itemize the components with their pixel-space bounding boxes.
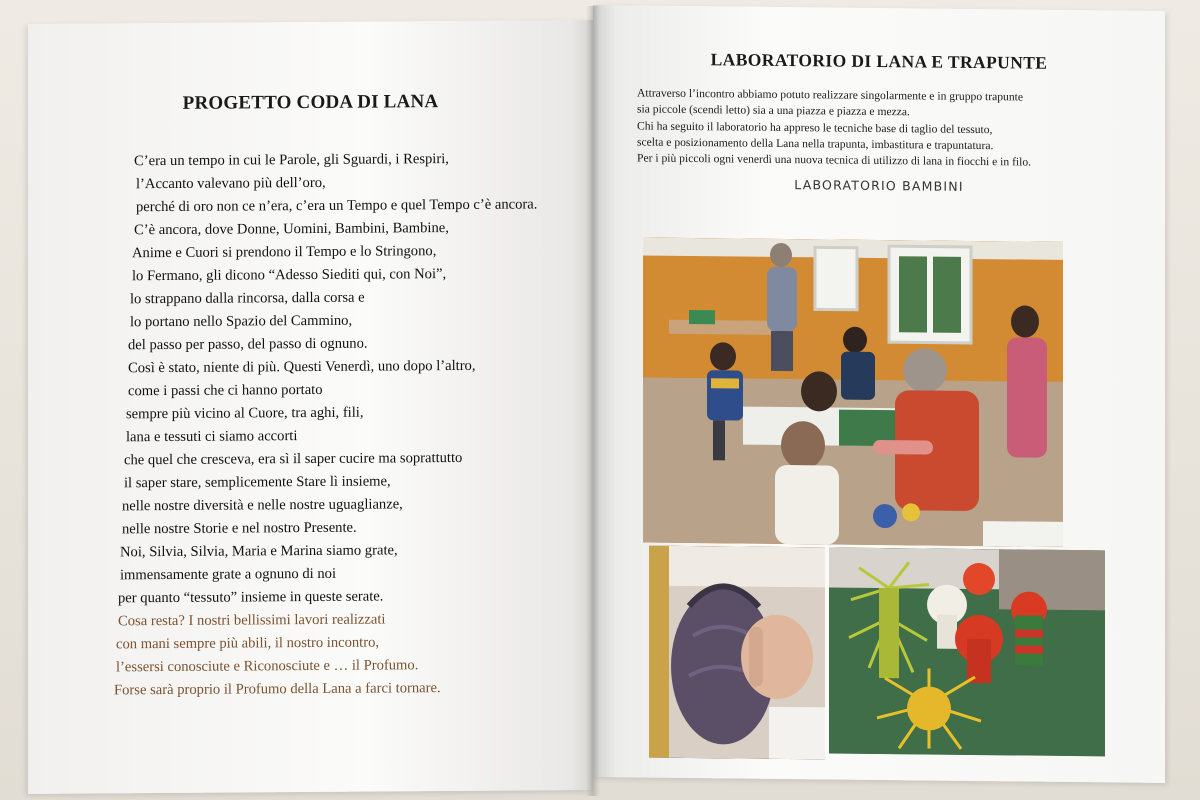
pompom-photo (829, 547, 1105, 756)
intro-line: Per i più piccoli ogni venerdì una nuova tecnica di utilizzo di lana in fiocchi e in filo. (637, 151, 1032, 169)
left-page-title: PROGETTO CODA DI LANA (182, 91, 439, 114)
poem-line: lo Fermano, gli dicono “Adesso Siediti qui, con Noi”, (132, 266, 447, 285)
poem-line: Anime e Cuori si prendono il Tempo e lo Stringono, (132, 243, 437, 262)
intro-line: Chi ha seguito il laboratorio ha appreso le tecniche base di taglio del tessuto, (637, 119, 993, 136)
intro-line: sia piccole (scendi letto) sia a una piazza e piazza e mezza. (637, 102, 910, 119)
intro-line: Attraverso l’incontro abbiamo potuto realizzare singolarmente e in gruppo trapunte (637, 86, 1024, 104)
poem-line: il saper stare, semplicemente Stare lì insieme, (124, 473, 391, 492)
photo-caption: LABORATORIO BAMBINI (794, 177, 964, 194)
pompom-illustration (829, 547, 1105, 756)
book-gutter (586, 6, 600, 796)
yarn-hand-illustration (649, 546, 825, 760)
poem-line: come i passi che ci hanno portato (128, 381, 323, 400)
poem-line: Forse sarà proprio il Profumo della Lana a farci tornare. (114, 680, 441, 699)
workshop-photo (643, 238, 1063, 547)
workshop-photo-illustration (643, 238, 1063, 547)
poem-line: Noi, Silvia, Silvia, Maria e Marina siamo grate, (120, 542, 398, 561)
right-page (593, 5, 1165, 783)
poem-line: che quel che cresceva, era sì il saper cucire ma soprattutto (124, 449, 463, 469)
poem-line: del passo per passo, del passo di ognuno. (128, 335, 368, 354)
poem-line: immensamente grate a ognuno di noi (120, 565, 337, 584)
poem-line: Così è stato, niente di più. Questi Venerdì, uno dopo l’altro, (128, 357, 476, 377)
poem-line: C’è ancora, dove Donne, Uomini, Bambini, Bambine, (134, 220, 449, 239)
intro-line: scelta e posizionamento della Lana nella trapunta, imbastitura e trapuntatura. (637, 135, 994, 153)
poem-line: l’essersi conosciute e Riconosciute e … il Profumo. (116, 657, 419, 676)
poem-line: Cosa resta? I nostri bellissimi lavori realizzati (118, 611, 386, 630)
poem-line: nelle nostre diversità e nelle nostre uguaglianze, (122, 496, 403, 515)
poem-line: con mani sempre più abili, il nostro incontro, (116, 634, 380, 653)
yarn-hand-photo (649, 546, 825, 760)
right-page-title: LABORATORIO DI LANA E TRAPUNTE (710, 49, 1048, 73)
poem-line: lo portano nello Spazio del Cammino, (130, 312, 353, 331)
poem-line: per quanto “tessuto” insieme in queste serate. (118, 588, 384, 607)
poem-line: sempre più vicino al Cuore, tra aghi, fili, (126, 404, 364, 423)
poem (28, 150, 593, 699)
poem-line: l’Accanto valevano più dell’oro, (136, 174, 326, 193)
intro-text (637, 85, 1137, 172)
poem-line: lana e tessuti ci siamo accorti (126, 428, 298, 446)
poem-line: nelle nostre Storie e nel nostro Presente. (122, 519, 357, 538)
poem-line: perché di oro non ce n’era, c’era un Tempo e quel Tempo c’è ancora. (136, 196, 538, 216)
left-page (28, 20, 593, 794)
poem-line: C’era un tempo in cui le Parole, gli Sguardi, i Respiri, (134, 151, 449, 170)
poem-line: lo strappano dalla rincorsa, dalla corsa e (130, 289, 365, 308)
